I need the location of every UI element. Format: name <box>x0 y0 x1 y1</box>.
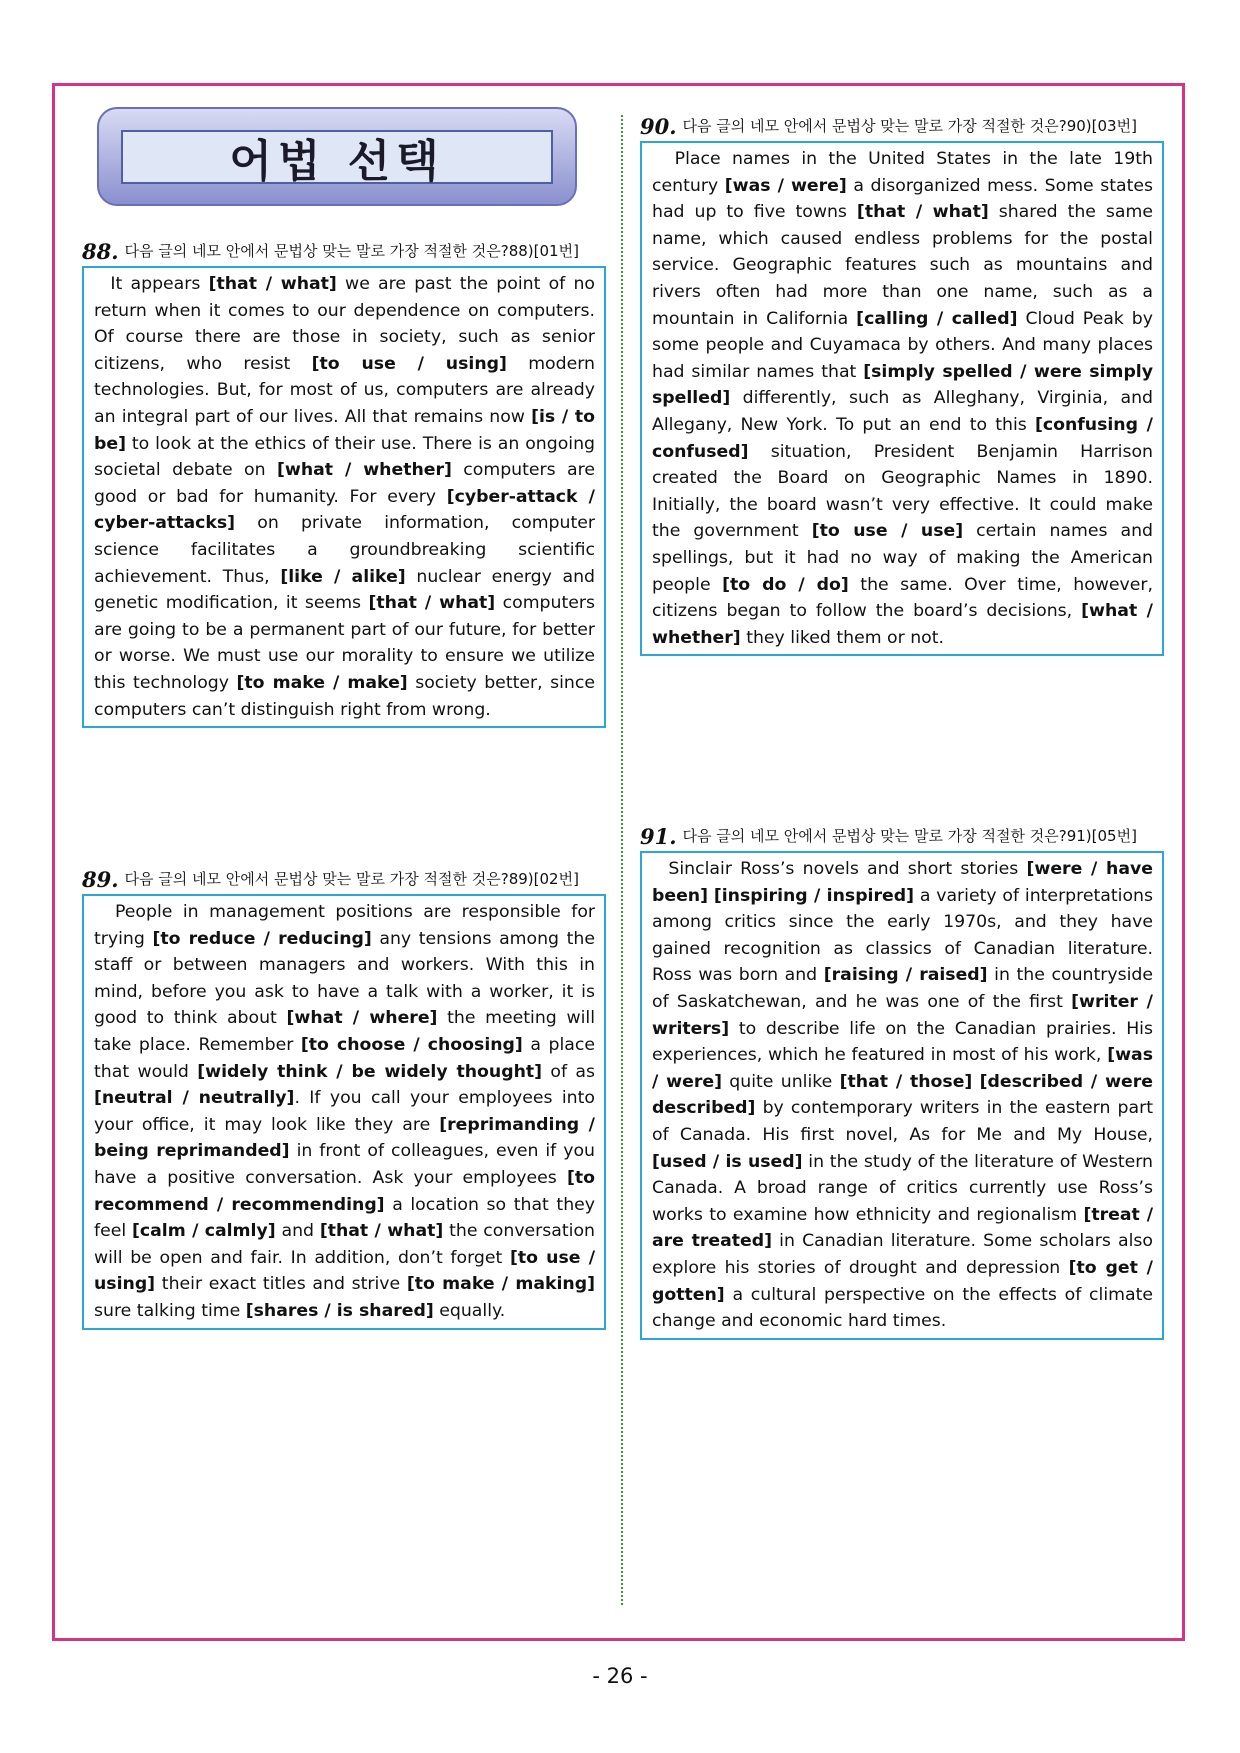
question-number: 91. <box>640 824 677 849</box>
answer-choice: [to make / making] <box>406 1274 596 1295</box>
answer-choice: [to use / using] <box>94 1247 596 1295</box>
answer-choice: [to make / make] <box>236 672 408 693</box>
answer-choice: [simply spelled / were simply spelled] <box>652 361 1153 409</box>
question-number: 90. <box>640 114 677 139</box>
answer-choice: [was / were] <box>652 1045 1153 1092</box>
answer-choice: [shares / is shared] <box>245 1300 434 1321</box>
question-number: 89. <box>82 867 119 892</box>
answer-choice: [to choose / choosing] <box>300 1034 523 1055</box>
question-ref: 89)[02번] <box>508 870 579 888</box>
answer-choice: [that / what] <box>368 593 496 614</box>
answer-choice: [that / those] <box>839 1071 973 1092</box>
answer-choice: [was / were] <box>724 175 847 196</box>
answer-choice: [reprimanding / being reprimanded] <box>94 1114 595 1162</box>
answer-choice: [writer / writers] <box>652 991 1153 1039</box>
question-header <box>640 116 1164 138</box>
page-title: 어법 선택 <box>229 136 445 187</box>
answer-choice: [to recommend / recommending] <box>94 1167 595 1215</box>
question-number: 88. <box>82 239 119 264</box>
question-prompt: 다음 글의 네모 안에서 문법상 맞는 말로 가장 적절한 것은?91)[05번] <box>682 827 1137 845</box>
question-88 <box>82 241 606 728</box>
passage-box <box>82 894 606 1330</box>
answer-choice: [treat / are treated] <box>652 1204 1154 1252</box>
answer-choice: [like / alike] <box>280 566 406 587</box>
question-ref: 90)[03번] <box>1066 117 1137 135</box>
passage-text: It appears [that / what] we are past the point of no return when it comes to our dependence on computers. Of course there are those in society, such as senior citizens, who resist [to use / using] modern technologies. But, for most of us, computers are already an integral part of our lives. All that remains now [is / to be] to look at the ethics of their use. There is an ongoing societal debate on [what / whether] computers are good or bad for humanity. For every [cyber-attack / cyber-attacks] on private information, computer science facilitates a groundbreaking scientific achievement. Thus, [like / alike] nuclear energy and genetic modification, it seems [that / what] computers are going to be a permanent part of our future, for better or worse. We must use our morality to ensure we utilize this technology [to make / make] society better, since computers can’t distinguish right from wrong. <box>94 274 596 720</box>
answer-choice: [what / whether] <box>652 601 1153 648</box>
question-ref: 91)[05번] <box>1066 827 1137 845</box>
question-prompt: 다음 글의 네모 안에서 문법상 맞는 말로 가장 적절한 것은?88)[01번] <box>124 242 579 260</box>
answer-choice: [that / what] <box>319 1221 444 1242</box>
question-prompt: 다음 글의 네모 안에서 문법상 맞는 말로 가장 적절한 것은?90)[03번] <box>682 117 1137 135</box>
answer-choice: [confusing / confused] <box>652 414 1153 462</box>
question-ref: 88)[01번] <box>508 242 579 260</box>
passage-text: People in management positions are responsible for trying [to reduce / reducing] any tensions among the staff or between managers and workers. With this in mind, before you ask to have a talk with a worker, it is good to think about [what / where] the meeting will take place. Remember [to choose / choosing] a place that would [widely think / be widely thought] of as [neutral / neutrally]. If you call your employees into your office, it may look like they are [reprimanding / being reprimanded] in front of colleagues, even if you have a positive conversation. Ask your employees [to recommend / recommending] a location so that they feel [calm / calmly] and [that / what] the conversation will be open and fair. In addition, don’t forget [to use / using] their exact titles and strive [to make / making] sure talking time [shares / is shared] equally. <box>94 902 596 1321</box>
answer-choice: [to do / do] <box>722 574 849 595</box>
answer-choice: [described / were described] <box>652 1071 1154 1119</box>
answer-choice: [that / what] <box>856 202 989 223</box>
answer-choice: [calm / calmly] <box>131 1221 276 1242</box>
answer-choice: [used / is used] <box>652 1151 803 1172</box>
answer-choice: [to use / using] <box>311 353 507 374</box>
question-header <box>82 241 606 263</box>
answer-choice: [neutral / neutrally] <box>94 1088 295 1109</box>
answer-choice: [inspiring / inspired] <box>713 885 914 906</box>
question-91 <box>640 826 1164 1340</box>
question-90 <box>640 116 1164 656</box>
answer-choice: [to use / use] <box>811 521 964 542</box>
passage-text: Sinclair Ross’s novels and short stories [were / have been] [inspiring / inspired] a variety of interpretations among critics since the early 1970s, and they have gained recognition as classics of Canadian literature. Ross was born and [raising / raised] in the countryside of Saskatchewan, and he was one of the first [writer / writers] to describe life on the Canadian prairies. His experiences, which he featured in most of his work, [was / were] quite unlike [that / those] [described / were described] by contemporary writers in the eastern part of Canada. His first novel, As for Me and My House, [used / is used] in the study of the literature of Western Canada. A broad range of critics currently use Ross’s works to examine how ethnicity and regionalism [treat / are treated] in Canadian literature. Some scholars also explore his stories of drought and depression [to get / gotten] a cultural perspective on the effects of climate change and economic hard times. <box>652 859 1154 1332</box>
answer-choice: [what / where] <box>286 1008 438 1029</box>
answer-choice: [to get / gotten] <box>652 1257 1153 1305</box>
answer-choice: [were / have been] <box>652 859 1154 906</box>
answer-choice: [what / whether] <box>276 460 452 481</box>
answer-choice: [raising / raised] <box>823 965 988 986</box>
passage-box <box>82 266 606 728</box>
passage-box <box>640 141 1164 656</box>
answer-choice: [is / to be] <box>94 406 595 454</box>
answer-choice: [calling / called] <box>856 308 1018 329</box>
passage-box <box>640 851 1164 1340</box>
answer-choice: [to reduce / reducing] <box>152 928 372 949</box>
question-89 <box>82 869 606 1330</box>
answer-choice: [that / what] <box>208 274 337 294</box>
column-divider <box>621 115 623 1605</box>
answer-choice: [widely think / be widely thought] <box>197 1061 543 1082</box>
answer-choice: [cyber-attack / cyber-attacks] <box>94 486 595 534</box>
question-header <box>640 826 1164 848</box>
question-header <box>82 869 606 891</box>
passage-text: Place names in the United States in the late 19th century [was / were] a disorganized mess. Some states had up to five towns [that / what] shared the same name, which caused endless problems for the postal service. Geographic features such as mountains and rivers often had more than one name, such as a mountain in California [calling / called] Cloud Peak by some people and Cuyamaca by others. And many places had similar names that [simply spelled / were simply spelled] differently, such as Alleghany, Virginia, and Allegany, New York. To put an end to this [confusing / confused] situation, President Benjamin Harrison created the Board on Geographic Names in 1890. Initially, the board wasn’t very effective. It could make the government [to use / use] certain names and spellings, but it had no way of making the American people [to do / do] the same. Over time, however, citizens began to follow the board’s decisions, [what / whether] they liked them or not. <box>652 149 1154 648</box>
title-box <box>121 130 553 187</box>
question-prompt: 다음 글의 네모 안에서 문법상 맞는 말로 가장 적절한 것은?89)[02번] <box>124 870 579 888</box>
page-number: - 26 - <box>592 1664 648 1688</box>
